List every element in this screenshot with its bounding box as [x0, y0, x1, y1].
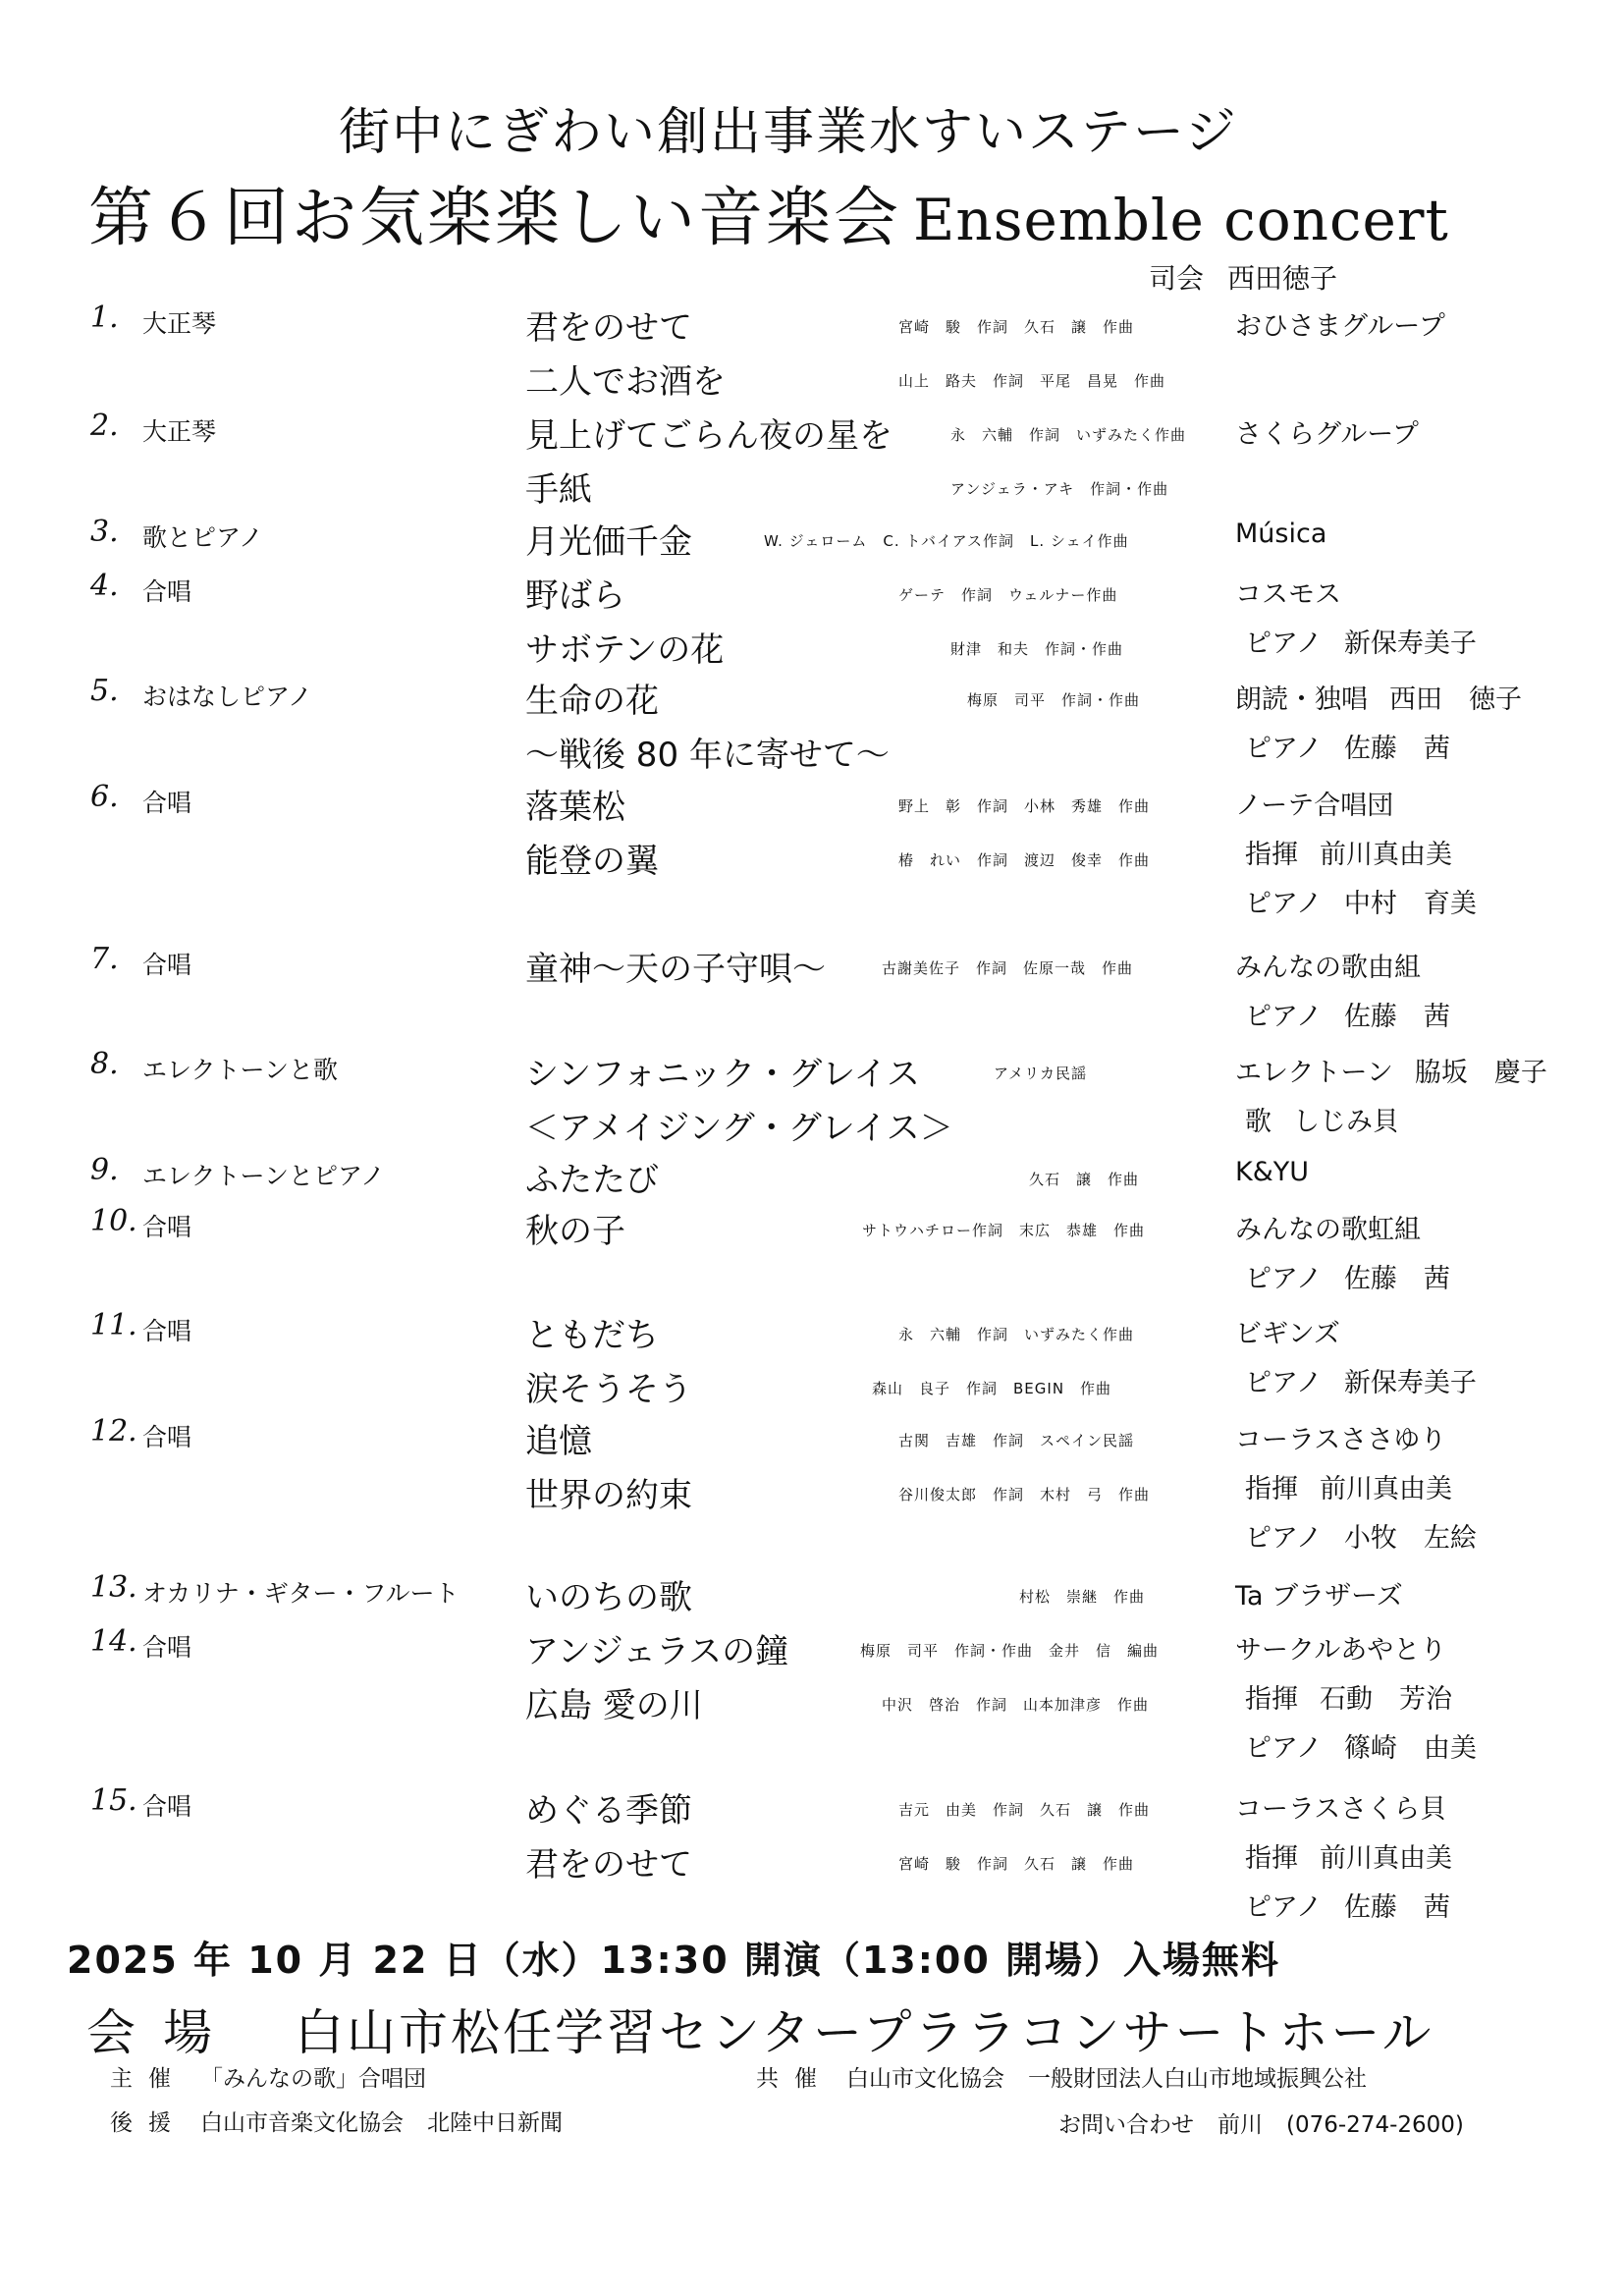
performer	[1245, 1361, 1498, 1399]
song-title: めぐる季節	[525, 1791, 692, 1831]
song-credit: 久石 譲 作曲	[1029, 1171, 1140, 1188]
song-credit: 村松 崇継 作曲	[1019, 1588, 1146, 1606]
performer-name: 中村 育美	[1343, 889, 1477, 919]
event-date: 2025 年 10 月 22 日（水）13:30 開演（13:00 開場）入場無料	[67, 1939, 1281, 1982]
song-credit: 古関 吉雄 作詞 スペイン民謡	[898, 1432, 1135, 1449]
performer-name: 前川真由美	[1320, 1474, 1452, 1504]
performer	[1235, 304, 1467, 343]
event-subtitle: 街中にぎわい創出事業水すいステージ	[339, 103, 1238, 162]
performer-role: 朗読・独唱	[1235, 684, 1368, 715]
song-title: 野ばら	[525, 576, 625, 616]
performer-name: 佐藤 茜	[1343, 1002, 1450, 1032]
performer-name: Música	[1235, 519, 1327, 549]
song-credit: 野上 彰 作詞 小林 秀雄 作曲	[898, 797, 1151, 815]
supporter-name: 白山市音楽文化協会	[200, 2110, 404, 2136]
song-title: アンジェラスの鐘	[525, 1632, 789, 1671]
organizer-name: 「みんなの歌」合唱団	[200, 2066, 426, 2092]
program-genre: 合唱	[142, 1423, 192, 1451]
program-genre: 合唱	[142, 1792, 192, 1821]
performer-name: 佐藤 茜	[1343, 734, 1450, 764]
program-genre: 合唱	[142, 951, 192, 979]
performer	[1245, 1257, 1472, 1295]
song-credit: 梅原 司平 作詞・作曲	[967, 691, 1141, 709]
song-title: 手紙	[525, 470, 592, 510]
program-number: 12.	[90, 1414, 137, 1449]
organizer-label: 主催	[110, 2066, 187, 2092]
program-number: 7.	[90, 942, 119, 976]
program-number: 10.	[90, 1204, 137, 1238]
program-number: 14.	[90, 1624, 137, 1659]
performer-role: ピアノ	[1245, 1892, 1323, 1923]
performer	[1235, 519, 1348, 549]
performer-role: 指揮	[1245, 840, 1298, 870]
performer	[1235, 1208, 1442, 1246]
performer-role: ピアノ	[1245, 1733, 1323, 1764]
performer-name: しじみ貝	[1293, 1107, 1399, 1137]
contact-name: 前川	[1217, 2112, 1263, 2138]
performer	[1245, 622, 1498, 660]
song-credit: 椿 れい 作詞 渡辺 俊幸 作曲	[898, 851, 1151, 869]
program-number: 4.	[90, 569, 119, 603]
program-number: 13.	[90, 1570, 137, 1605]
program-number: 9.	[90, 1153, 119, 1187]
performer	[1235, 1628, 1468, 1667]
performer-name: 新保寿美子	[1343, 1368, 1477, 1398]
song-title: 君をのせて	[525, 1845, 692, 1885]
song-title: 君をのせて	[525, 308, 692, 348]
song-title: 世界の約束	[525, 1476, 692, 1515]
song-credit: 梅原 司平 作詞・作曲 金井 信 編曲	[860, 1642, 1160, 1660]
program-number: 6.	[90, 780, 119, 814]
performer	[1245, 1726, 1498, 1765]
song-title: 追憶	[525, 1422, 592, 1461]
performer-role: ピアノ	[1245, 1002, 1323, 1032]
song-title: 二人でお酒を	[525, 362, 726, 402]
performer-name: 新保寿美子	[1343, 629, 1477, 659]
title-latin: Ensemble concert	[913, 187, 1449, 253]
program-number: 1.	[90, 301, 119, 335]
performer-name: さくらグループ	[1235, 419, 1419, 450]
contact	[1058, 2106, 1464, 2139]
program-number: 15.	[90, 1783, 137, 1818]
performer-name: 佐藤 茜	[1343, 1264, 1450, 1294]
program-genre: 大正琴	[142, 309, 217, 338]
performer	[1245, 833, 1474, 871]
contact-phone: (076-274-2600)	[1286, 2112, 1464, 2138]
program-genre: オカリナ・ギター・フルート	[142, 1579, 460, 1608]
cohost-label: 共催	[756, 2066, 833, 2092]
performer	[1235, 573, 1363, 611]
performer-name: ノーテ合唱団	[1235, 791, 1394, 821]
song-title: 見上げてごらん夜の星を	[525, 416, 893, 456]
cohost	[756, 2060, 1390, 2093]
song-credit: 永 六輔 作詞 いずみたく作曲	[898, 1326, 1135, 1343]
organizer	[110, 2060, 426, 2093]
venue-name: 白山市松任学習センタープララコンサートホール	[295, 2004, 1434, 2061]
performer	[1235, 1787, 1468, 1826]
event-venue	[86, 1994, 1434, 2064]
song-credit: サトウハチロー作詞 末広 恭雄 作曲	[862, 1222, 1146, 1239]
song-credit: 森山 良子 作詞 BEGIN 作曲	[872, 1380, 1112, 1397]
performer	[1235, 784, 1415, 822]
performer-role: ピアノ	[1245, 1264, 1323, 1294]
performer-name: 佐藤 茜	[1343, 1892, 1450, 1923]
song-credit: 中沢 啓治 作詞 山本加津彦 作曲	[882, 1696, 1150, 1714]
song-title: ＜アメイジング・グレイス＞	[525, 1109, 953, 1148]
performer-name: ビギンズ	[1235, 1319, 1340, 1349]
program-number: 11.	[90, 1308, 137, 1342]
song-credit: 財津 和夫 作詞・作曲	[950, 640, 1124, 658]
performer-role: ピアノ	[1245, 889, 1323, 919]
program-genre: 大正琴	[142, 417, 217, 446]
performer	[1245, 1886, 1472, 1924]
venue-label: 会場	[86, 2004, 240, 2061]
performer	[1245, 1836, 1474, 1875]
song-credit: 永 六輔 作詞 いずみたく作曲	[950, 426, 1187, 444]
contact-label: お問い合わせ	[1058, 2112, 1194, 2138]
song-title: 秋の子	[525, 1212, 625, 1251]
performer-role: ピアノ	[1245, 1523, 1323, 1554]
performer-role: ピアノ	[1245, 734, 1323, 764]
mc-label: 司会	[1149, 262, 1205, 295]
performer	[1235, 678, 1543, 716]
performer-name: コーラスささゆり	[1235, 1425, 1447, 1455]
song-credit: 宮崎 駿 作詞 久石 譲 作曲	[898, 1855, 1135, 1873]
performer-name: コスモス	[1235, 579, 1341, 610]
performer	[1245, 882, 1498, 920]
song-title: 生命の花	[525, 682, 659, 721]
program-genre: 合唱	[142, 789, 192, 817]
performer-name: おひさまグループ	[1235, 311, 1445, 342]
performer	[1235, 412, 1440, 451]
performer	[1235, 1312, 1362, 1350]
performer-name: 石動 芳治	[1320, 1684, 1452, 1715]
song-credit: 宮崎 駿 作詞 久石 譲 作曲	[898, 318, 1135, 336]
performer-name: Ta ブラザーズ	[1235, 1581, 1403, 1612]
supporters	[110, 2105, 586, 2137]
cohost-name: 白山市文化協会	[846, 2066, 1004, 2092]
program-genre: エレクトーンと歌	[142, 1056, 339, 1084]
song-title: 月光価千金	[525, 522, 692, 562]
program-genre: 合唱	[142, 1317, 192, 1345]
performer-role: 指揮	[1245, 1684, 1298, 1715]
song-credit: 山上 路夫 作詞 平尾 昌晃 作曲	[898, 372, 1166, 390]
performer-name: サークルあやとり	[1235, 1635, 1447, 1666]
supporter-name: 北陸中日新聞	[427, 2110, 563, 2136]
support-label: 後援	[110, 2110, 187, 2136]
song-title: いのちの歌	[525, 1578, 692, 1617]
song-title: ともだち	[525, 1316, 659, 1355]
performer	[1245, 1100, 1421, 1138]
performer-name: 西田 徳子	[1389, 684, 1522, 715]
song-title: 能登の翼	[525, 842, 659, 881]
performer-name: 前川真由美	[1320, 1843, 1452, 1874]
song-credit: アメリカ民謡	[994, 1065, 1087, 1082]
performer	[1245, 1516, 1498, 1555]
performer	[1245, 1467, 1474, 1505]
song-title: ふたたび	[525, 1161, 659, 1200]
program-genre: おはなしピアノ	[142, 683, 313, 711]
song-title: 童神～天の子守唄～	[525, 950, 826, 989]
program-number: 8.	[90, 1047, 119, 1081]
mc-name: 西田徳子	[1227, 262, 1338, 295]
performer-name: コーラスさくら貝	[1235, 1794, 1447, 1825]
performer	[1245, 995, 1472, 1033]
performer	[1245, 1677, 1474, 1716]
performer-name: みんなの歌虹組	[1235, 1215, 1421, 1245]
performer-role: ピアノ	[1245, 629, 1323, 659]
performer-role: エレクトーン	[1235, 1058, 1393, 1088]
performer-name: みんなの歌由組	[1235, 953, 1421, 983]
performer	[1235, 1574, 1425, 1613]
event-title	[88, 165, 1449, 258]
performer	[1245, 727, 1472, 765]
song-title: 落葉松	[525, 788, 625, 827]
song-credit: ゲーテ 作詞 ウェルナー作曲	[898, 586, 1118, 604]
program-number: 3.	[90, 515, 119, 549]
program-genre: 合唱	[142, 1213, 192, 1241]
program-genre: エレクトーンとピアノ	[142, 1162, 386, 1190]
program-genre: 歌とピアノ	[142, 523, 264, 552]
performer-role: 指揮	[1245, 1843, 1298, 1874]
song-title: 涙そうそう	[525, 1370, 692, 1409]
song-title: 広島 愛の川	[525, 1686, 703, 1725]
song-credit: 吉元 由美 作詞 久石 譲 作曲	[898, 1801, 1151, 1819]
program-genre: 合唱	[142, 1633, 192, 1662]
performer-name: 前川真由美	[1320, 840, 1452, 870]
title-japanese: 第６回お気楽楽しい音楽会	[88, 180, 901, 255]
song-title: シンフォニック・グレイス	[525, 1055, 921, 1094]
song-credit: 古謝美佐子 作詞 佐原一哉 作曲	[882, 959, 1134, 977]
song-credit: W. ジェローム C. トバイアス作詞 L. シェイ作曲	[764, 532, 1129, 550]
song-credit: アンジェラ・アキ 作詞・作曲	[950, 480, 1169, 498]
cohost-name: 一般財団法人白山市地域振興公社	[1028, 2066, 1367, 2092]
performer-role: 指揮	[1245, 1474, 1298, 1504]
program-genre: 合唱	[142, 577, 192, 606]
performer	[1235, 1157, 1330, 1187]
program-number: 5.	[90, 674, 119, 708]
master-of-ceremonies	[1149, 257, 1361, 297]
program-number: 2.	[90, 409, 119, 443]
performer-role: ピアノ	[1245, 1368, 1323, 1398]
song-title: ～戦後 80 年に寄せて～	[525, 736, 890, 775]
performer-name: 脇坂 慶子	[1414, 1058, 1547, 1088]
performer	[1235, 946, 1442, 984]
performer-name: 小牧 左絵	[1343, 1523, 1477, 1554]
performer	[1235, 1418, 1468, 1456]
performer-role: 歌	[1245, 1107, 1271, 1137]
song-title: サボテンの花	[525, 630, 725, 670]
performer	[1235, 1051, 1569, 1089]
performer-name: 篠崎 由美	[1343, 1733, 1477, 1764]
song-credit: 谷川俊太郎 作詞 木村 弓 作曲	[898, 1486, 1151, 1503]
performer-name: K&YU	[1235, 1157, 1310, 1187]
